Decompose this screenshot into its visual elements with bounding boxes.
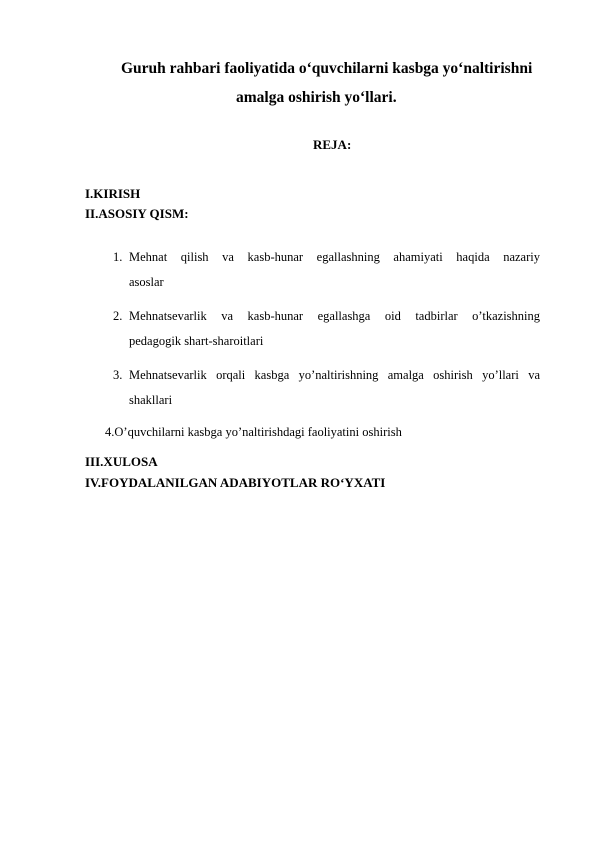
list-item-line: Mehnat qilish va kasb-hunar egallashning ahamiyati haqida nazariy (129, 250, 540, 264)
list-item-line: asoslar (129, 275, 164, 289)
section-references: IV.FOYDALANILGAN ADABIYOTLAR RO‘YXATI (85, 475, 386, 490)
list-item-number: 2. (113, 309, 123, 323)
list-item-number: 1. (113, 250, 123, 264)
list-item-number: 3. (113, 368, 123, 382)
section-intro: I.KIRISH (85, 186, 141, 201)
list-item-4: 4.O’quvchilarni kasbga yo’naltirishdagi faoliyatini oshirish (105, 425, 402, 439)
list-item-line: Mehnatsevarlik va kasb-hunar egallashga oid tadbirlar o’tkazishning (129, 309, 540, 323)
title-line-2: amalga oshirish yo‘llari. (236, 89, 397, 106)
list-item-line: Mehnatsevarlik orqali kasbga yo’naltirishning amalga oshirish yo’llari va (129, 368, 540, 382)
plan-heading: REJA: (313, 137, 352, 152)
section-conclusion: III.XULOSA (85, 454, 158, 469)
section-main: II.ASOSIY QISM: (85, 206, 189, 221)
title-line-1: Guruh rahbari faoliyatida o‘quvchilarni kasbga yo‘naltirishni (121, 60, 533, 77)
list-item-line: pedagogik shart-sharoitlari (129, 334, 264, 348)
list-item-line: shakllari (129, 393, 173, 407)
